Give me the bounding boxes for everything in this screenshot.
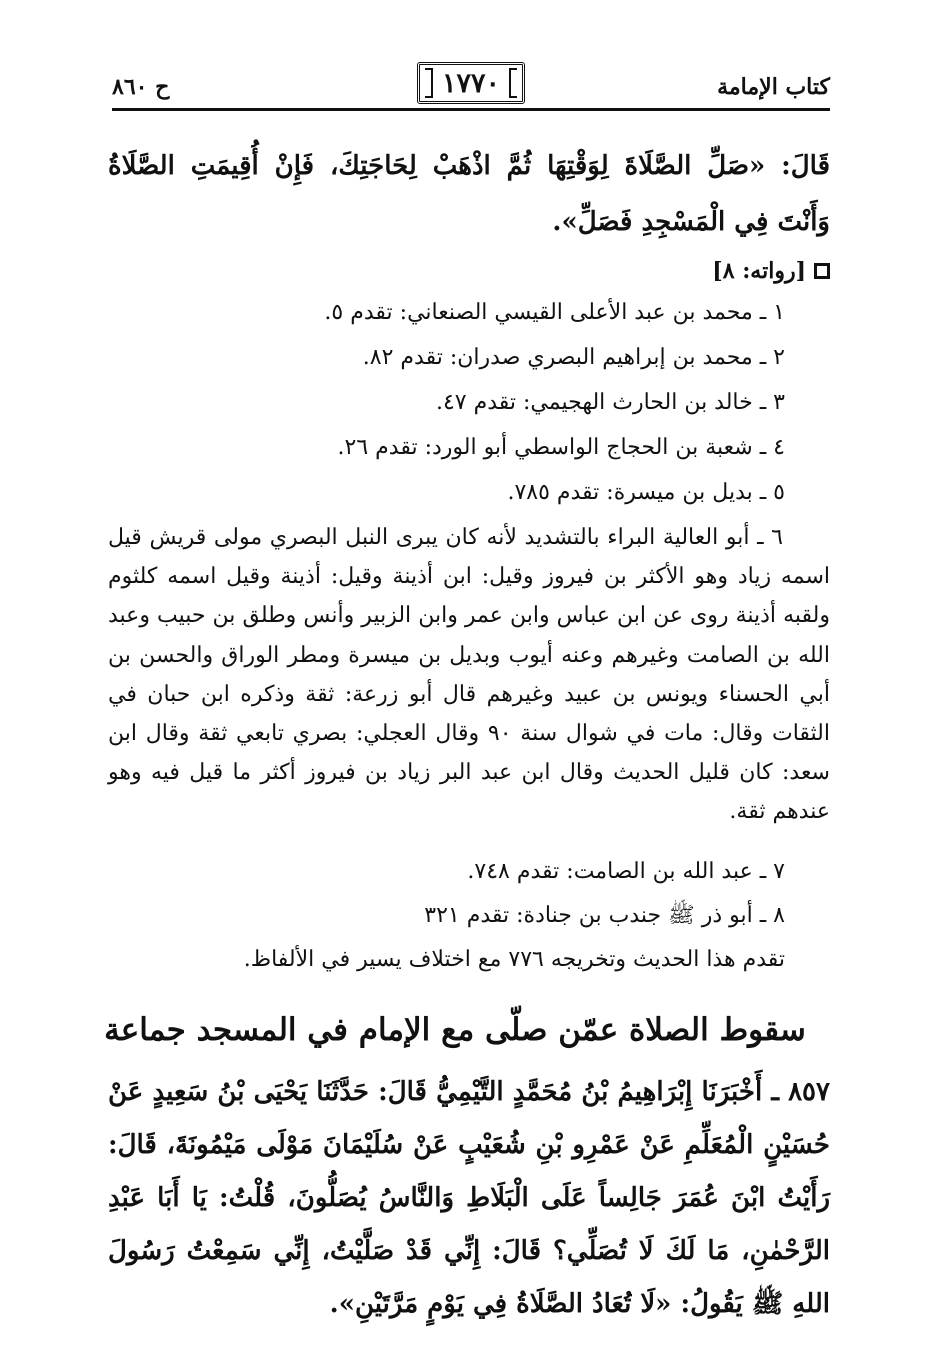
part-number: ح ٨٦٠	[112, 74, 170, 100]
narrator-entry: ٥ ـ بديل بن ميسرة: تقدم ٧٨٥.	[507, 480, 785, 505]
narrator-entry: ٣ ـ خالد بن الحارث الهجيمي: تقدم ٤٧.	[435, 390, 785, 415]
section-heading: سقوط الصلاة عمّن صلّى مع الإمام في المسجد جماعة	[104, 1012, 806, 1048]
header-rule	[112, 108, 830, 111]
closing-note: تقدم هذا الحديث وتخريجه ٧٧٦ مع اختلاف يسير في الألفاظ.	[243, 947, 785, 972]
hadith-number-box: ١٧٧٠	[417, 62, 525, 104]
book-title: كتاب الإمامة	[717, 74, 830, 100]
narrator-entry: ٨ ـ أبو ذر ﷺ جندب بن جنادة: تقدم ٣٢١	[424, 903, 785, 928]
narrator-entry: ١ ـ محمد بن عبد الأعلى القيسي الصنعاني: تقدم ٥.	[324, 300, 785, 325]
hadith-857-text: ٨٥٧ ـ أَخْبَرَنَا إِبْرَاهِيمُ بْنُ مُحَمَّدٍ التَّيْمِيُّ قَالَ: حَدَّثَنَا يَحْيَى بْنُ سَعِيدٍ عَنْ حُسَيْنٍ الْمُعَلِّمِ عَنْ عَمْرِو بْنِ شُعَيْبٍ عَنْ سُلَيْمَانَ مَوْلَى مَيْمُونَةَ، قَالَ: رَأَيْتُ ابْنَ عُمَرَ جَالِساً عَلَى الْبَلَاطِ وَالنَّاسُ يُصَلُّونَ، قُلْتُ: يَا أَبَا عَبْدِ الرَّحْمٰنِ، مَا لَكَ لَا تُصَلِّي؟ قَالَ: إِنِّي قَدْ صَلَّيْتُ، إِنِّي سَمِعْتُ رَسُولَ اللهِ ﷺ يَقُولُ: «لَا تُعَادُ الصَّلَاةُ فِي يَوْمٍ مَرَّتَيْنِ».	[108, 1077, 830, 1319]
running-header	[112, 62, 830, 116]
narrators-heading-label: [رواته: ٨]	[712, 258, 806, 284]
narrator-entry: ٧ ـ عبد الله بن الصامت: تقدم ٧٤٨.	[467, 859, 785, 884]
narrator-entry: ٤ ـ شعبة بن الحجاج الواسطي أبو الورد: تقدم ٢٦.	[337, 435, 785, 460]
narrator-entry: ٢ ـ محمد بن إبراهيم البصري صدران: تقدم ٨٢.	[362, 345, 785, 370]
hadith-matn-text: قَالَ: «صَلِّ الصَّلَاةَ لِوَقْتِهَا ثُمَّ اذْهَبْ لِحَاجَتِكَ، فَإِنْ أُقِيمَتِ الصَّلَاةُ وَأَنْتَ فِي الْمَسْجِدِ فَصَلِّ».	[108, 151, 830, 237]
square-bullet-icon	[814, 263, 830, 279]
narrator-entry-biography: ٦ ـ أبو العالية البراء بالتشديد لأنه كان يبرى النبل البصري مولى قريش قيل اسمه زياد وهو الأكثر بن فيروز وقيل: ابن أذينة وقيل: أذينة وقيل اسمه كلثوم ولقبه أذينة روى عن ابن عباس وابن عمر وابن الزبير وأنس وطلق بن حبيب وعبد الله بن الصامت وغيرهم وعنه أيوب وبديل بن ميسرة ومطر الوراق والحسن بن أبي الحسناء ويونس بن عبيد وغيرهم قال أبو زرعة: ثقة وذكره ابن حبان في الثقات وقال: مات في شوال سنة ٩٠ وقال العجلي: بصري تابعي ثقة وقال ابن سعد: كان قليل الحديث وقال ابن عبد البر زياد بن فيروز أكثر ما قيل فيه وهو عندهم ثقة.	[108, 525, 830, 825]
narrators-heading	[712, 258, 830, 284]
